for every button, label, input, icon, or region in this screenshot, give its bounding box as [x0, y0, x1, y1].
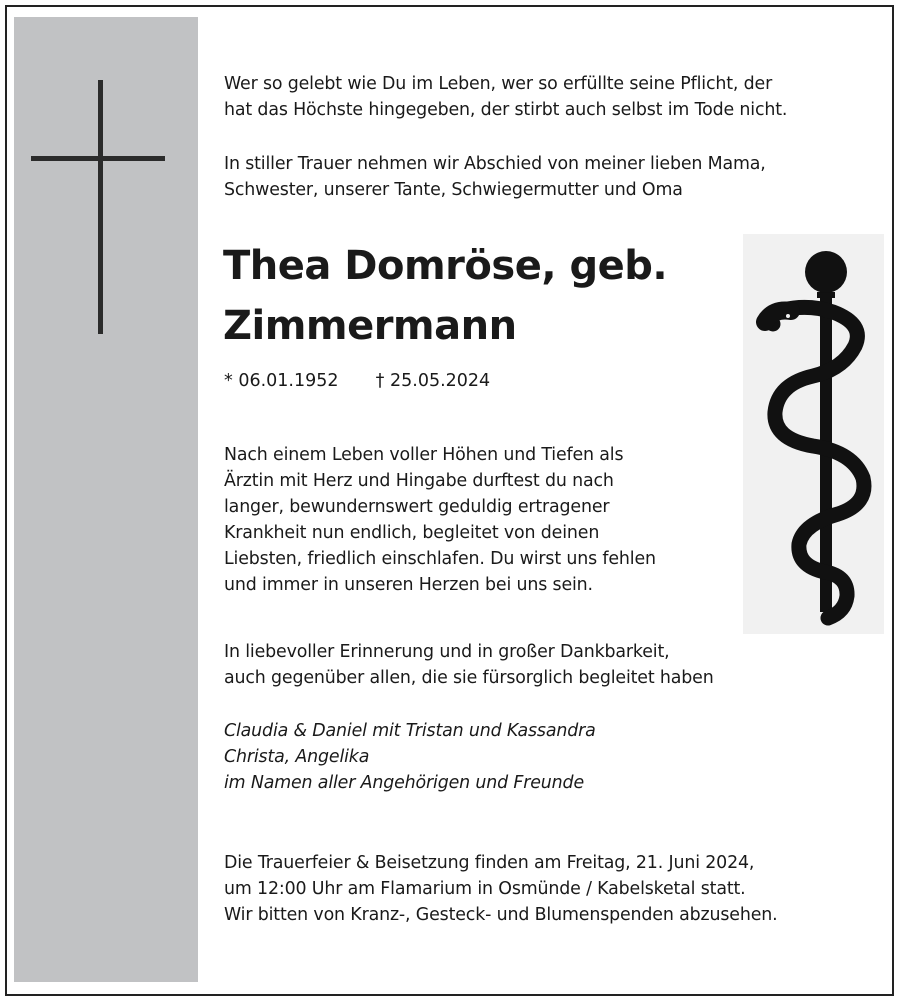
funeral-line: um 12:00 Uhr am Flamarium in Osmünde / Kabelsketal statt.	[224, 879, 746, 899]
life-line: langer, bewundernswert geduldig ertragener	[224, 497, 610, 517]
rod-of-asclepius-icon	[743, 234, 884, 634]
memory-text	[224, 639, 714, 691]
life-text	[224, 442, 656, 598]
side-panel	[14, 17, 198, 982]
verse	[224, 71, 787, 123]
signatory-line: Claudia & Daniel mit Tristan und Kassandra	[224, 721, 596, 741]
cross-icon	[14, 17, 198, 347]
life-dates	[224, 368, 490, 394]
funeral-info	[224, 850, 778, 928]
death-date: † 25.05.2024	[375, 371, 491, 391]
signatory-line: Christa, Angelika	[224, 747, 370, 767]
funeral-line: Wir bitten von Kranz-, Gesteck- und Blumenspenden abzusehen.	[224, 905, 778, 925]
signatory-line: im Namen aller Angehörigen und Freunde	[224, 773, 584, 793]
life-line: und immer in unseren Herzen bei uns sein.	[224, 575, 593, 595]
life-line: Nach einem Leben voller Höhen und Tiefen als	[224, 445, 624, 465]
intro-line: Schwester, unserer Tante, Schwiegermutter und Oma	[224, 180, 683, 200]
name-line: Zimmermann	[223, 303, 517, 349]
verse-line: Wer so gelebt wie Du im Leben, wer so erfüllte seine Pflicht, der	[224, 74, 773, 94]
life-line: Liebsten, friedlich einschlafen. Du wirst uns fehlen	[224, 549, 656, 569]
intro-text	[224, 151, 766, 203]
life-line: Krankheit nun endlich, begleitet von deinen	[224, 523, 600, 543]
life-line: Ärztin mit Herz und Hingabe durftest du nach	[224, 471, 614, 491]
deceased-name	[223, 236, 667, 356]
birth-date: * 06.01.1952	[224, 371, 339, 391]
intro-line: In stiller Trauer nehmen wir Abschied von meiner lieben Mama,	[224, 154, 766, 174]
memory-line: auch gegenüber allen, die sie fürsorglich begleitet haben	[224, 668, 714, 688]
verse-line: hat das Höchste hingegeben, der stirbt auch selbst im Tode nicht.	[224, 100, 788, 120]
signatories	[224, 718, 596, 796]
funeral-line: Die Trauerfeier & Beisetzung finden am Freitag, 21. Juni 2024,	[224, 853, 755, 873]
memory-line: In liebevoller Erinnerung und in großer Dankbarkeit,	[224, 642, 670, 662]
name-line: Thea Domröse, geb.	[223, 243, 668, 289]
